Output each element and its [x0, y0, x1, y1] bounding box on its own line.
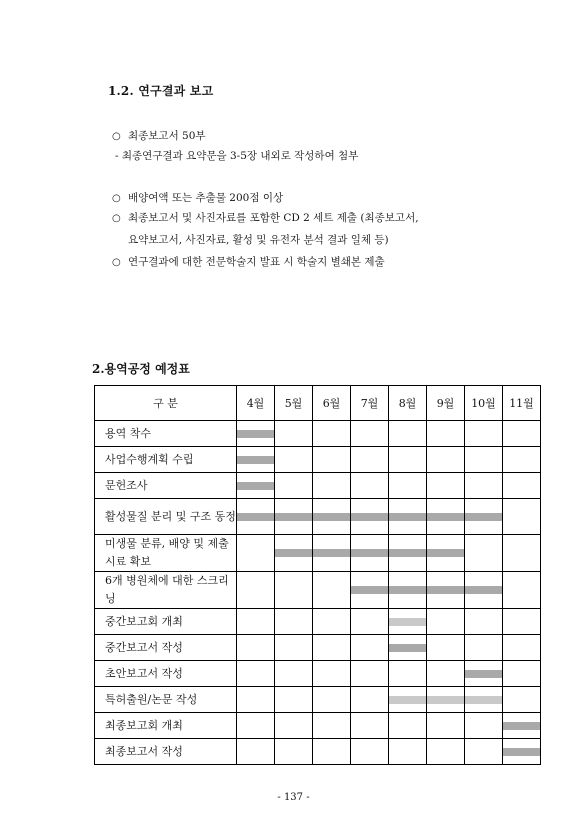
month-cell: [351, 535, 389, 572]
month-cell: [237, 572, 275, 609]
schedule-bar: [351, 549, 388, 557]
month-cell: [237, 447, 275, 473]
month-cell: [503, 499, 541, 535]
report-line: ○ 연구결과에 대한 전문학술지 발표 시 학술지 별쇄본 제출: [112, 254, 385, 269]
task-name: 미생물 분류, 배양 및 제출 시료 확보: [95, 535, 237, 572]
month-cell: [427, 499, 465, 535]
month-cell: [503, 739, 541, 765]
schedule-bar: [427, 549, 464, 557]
month-cell: [465, 661, 503, 687]
month-cell: [351, 447, 389, 473]
schedule-bar: [237, 430, 274, 438]
month-cell: [427, 713, 465, 739]
month-cell: [275, 687, 313, 713]
schedule-row: [95, 447, 541, 473]
month-cell: [275, 713, 313, 739]
report-line: 요약보고서, 사진자료, 활성 및 유전자 분석 결과 일체 등): [128, 234, 389, 246]
month-cell: [503, 421, 541, 447]
month-cell: [465, 499, 503, 535]
schedule-bar: [503, 748, 540, 756]
task-name: 중간보고회 개최: [95, 609, 237, 635]
month-cell: [427, 535, 465, 572]
schedule-table: [94, 385, 541, 765]
month-cell: [465, 447, 503, 473]
month-header: 8월: [389, 386, 427, 421]
month-cell: [427, 421, 465, 447]
month-header: 5월: [275, 386, 313, 421]
month-cell: [503, 535, 541, 572]
task-name: 문헌조사: [95, 473, 237, 499]
month-cell: [351, 739, 389, 765]
schedule-header-row: [95, 386, 541, 421]
month-cell: [503, 661, 541, 687]
schedule-row: [95, 661, 541, 687]
schedule-row: [95, 535, 541, 572]
schedule-bar: [389, 696, 426, 704]
task-name: 용역 착수: [95, 421, 237, 447]
month-cell: [389, 421, 427, 447]
month-cell: [237, 739, 275, 765]
month-cell: [351, 421, 389, 447]
month-cell: [313, 499, 351, 535]
month-cell: [503, 473, 541, 499]
task-name: 활성물질 분리 및 구조 동정: [95, 499, 237, 535]
month-cell: [275, 739, 313, 765]
page-number: - 137 -: [277, 792, 310, 803]
month-cell: [351, 687, 389, 713]
month-cell: [313, 739, 351, 765]
month-cell: [389, 609, 427, 635]
month-cell: [313, 713, 351, 739]
month-cell: [465, 572, 503, 609]
month-cell: [389, 687, 427, 713]
schedule-bar: [237, 482, 274, 490]
month-cell: [313, 661, 351, 687]
schedule-row: [95, 687, 541, 713]
schedule-bar: [237, 456, 274, 464]
month-cell: [351, 713, 389, 739]
month-cell: [465, 713, 503, 739]
month-cell: [275, 421, 313, 447]
month-cell: [427, 687, 465, 713]
month-cell: [313, 535, 351, 572]
task-name: 최종보고서 작성: [95, 739, 237, 765]
month-cell: [427, 609, 465, 635]
task-name: 중간보고서 작성: [95, 635, 237, 661]
month-cell: [427, 447, 465, 473]
schedule-row: [95, 572, 541, 609]
month-cell: [503, 713, 541, 739]
month-cell: [389, 447, 427, 473]
month-cell: [389, 739, 427, 765]
month-cell: [427, 661, 465, 687]
month-cell: [275, 609, 313, 635]
schedule-bar: [427, 586, 464, 594]
month-cell: [389, 473, 427, 499]
month-cell: [313, 572, 351, 609]
schedule-row: [95, 635, 541, 661]
month-cell: [237, 661, 275, 687]
schedule-row: [95, 421, 541, 447]
month-cell: [275, 447, 313, 473]
month-cell: [389, 535, 427, 572]
month-cell: [351, 661, 389, 687]
month-cell: [237, 635, 275, 661]
month-cell: [465, 635, 503, 661]
month-cell: [237, 713, 275, 739]
report-line: ○ 최종보고서 50부: [112, 128, 206, 143]
month-cell: [427, 739, 465, 765]
task-name: 초안보고서 작성: [95, 661, 237, 687]
schedule-bar: [465, 513, 502, 521]
schedule-row: [95, 739, 541, 765]
schedule-bar: [465, 586, 502, 594]
month-cell: [275, 499, 313, 535]
month-cell: [237, 535, 275, 572]
month-cell: [465, 687, 503, 713]
month-cell: [313, 447, 351, 473]
schedule-bar: [351, 513, 388, 521]
month-cell: [465, 739, 503, 765]
schedule-bar: [313, 549, 350, 557]
month-cell: [427, 635, 465, 661]
month-cell: [465, 421, 503, 447]
month-cell: [427, 473, 465, 499]
month-cell: [313, 609, 351, 635]
header-category: 구 분: [95, 386, 237, 421]
month-header: 4월: [237, 386, 275, 421]
month-cell: [503, 572, 541, 609]
month-cell: [351, 572, 389, 609]
schedule-bar: [237, 513, 274, 521]
schedule-bar: [275, 549, 312, 557]
month-cell: [503, 687, 541, 713]
schedule-row: [95, 609, 541, 635]
schedule-bar: [389, 549, 426, 557]
schedule-bar: [351, 586, 388, 594]
month-header: 11월: [503, 386, 541, 421]
month-cell: [351, 609, 389, 635]
schedule-bar: [427, 696, 464, 704]
month-cell: [465, 473, 503, 499]
month-cell: [351, 499, 389, 535]
schedule-bar: [465, 696, 502, 704]
schedule-bar: [389, 618, 426, 626]
report-line: - 최종연구결과 요약문을 3-5장 내외로 작성하여 첨부: [115, 150, 359, 162]
month-cell: [351, 635, 389, 661]
month-cell: [503, 635, 541, 661]
schedule-bar: [389, 644, 426, 652]
schedule-bar: [503, 722, 540, 730]
schedule-bar: [389, 513, 426, 521]
month-cell: [313, 687, 351, 713]
month-header: 9월: [427, 386, 465, 421]
month-header: 10월: [465, 386, 503, 421]
month-cell: [313, 635, 351, 661]
month-header: 7월: [351, 386, 389, 421]
month-cell: [313, 421, 351, 447]
report-line: ○ 최종보고서 및 사진자료를 포함한 CD 2 세트 제출 (최종보고서,: [112, 210, 419, 225]
task-name: 사업수행계획 수립: [95, 447, 237, 473]
month-cell: [465, 535, 503, 572]
month-cell: [389, 661, 427, 687]
schedule-row: [95, 713, 541, 739]
task-name: 특허출원/논문 작성: [95, 687, 237, 713]
month-cell: [237, 499, 275, 535]
schedule-bar: [275, 513, 312, 521]
month-cell: [275, 473, 313, 499]
month-header: 6월: [313, 386, 351, 421]
schedule-row: [95, 499, 541, 535]
schedule-bar: [465, 670, 502, 678]
schedule-bar: [389, 586, 426, 594]
month-cell: [237, 687, 275, 713]
month-cell: [237, 609, 275, 635]
report-line: ○ 배양여액 또는 추출물 200점 이상: [112, 190, 283, 205]
month-cell: [275, 661, 313, 687]
section-title-report: 1.2. 연구결과 보고: [108, 84, 214, 98]
month-cell: [427, 572, 465, 609]
task-name: 최종보고회 개최: [95, 713, 237, 739]
schedule-bar: [427, 513, 464, 521]
month-cell: [389, 572, 427, 609]
month-cell: [389, 713, 427, 739]
month-cell: [275, 635, 313, 661]
month-cell: [351, 473, 389, 499]
month-cell: [465, 609, 503, 635]
month-cell: [313, 473, 351, 499]
task-name: 6개 병원체에 대한 스크리닝: [95, 572, 237, 609]
month-cell: [275, 535, 313, 572]
month-cell: [237, 421, 275, 447]
schedule-title: 2.용역공정 예정표: [92, 362, 190, 376]
month-cell: [389, 499, 427, 535]
month-cell: [503, 447, 541, 473]
schedule-row: [95, 473, 541, 499]
month-cell: [503, 609, 541, 635]
month-cell: [275, 572, 313, 609]
schedule-bar: [313, 513, 350, 521]
month-cell: [237, 473, 275, 499]
month-cell: [389, 635, 427, 661]
